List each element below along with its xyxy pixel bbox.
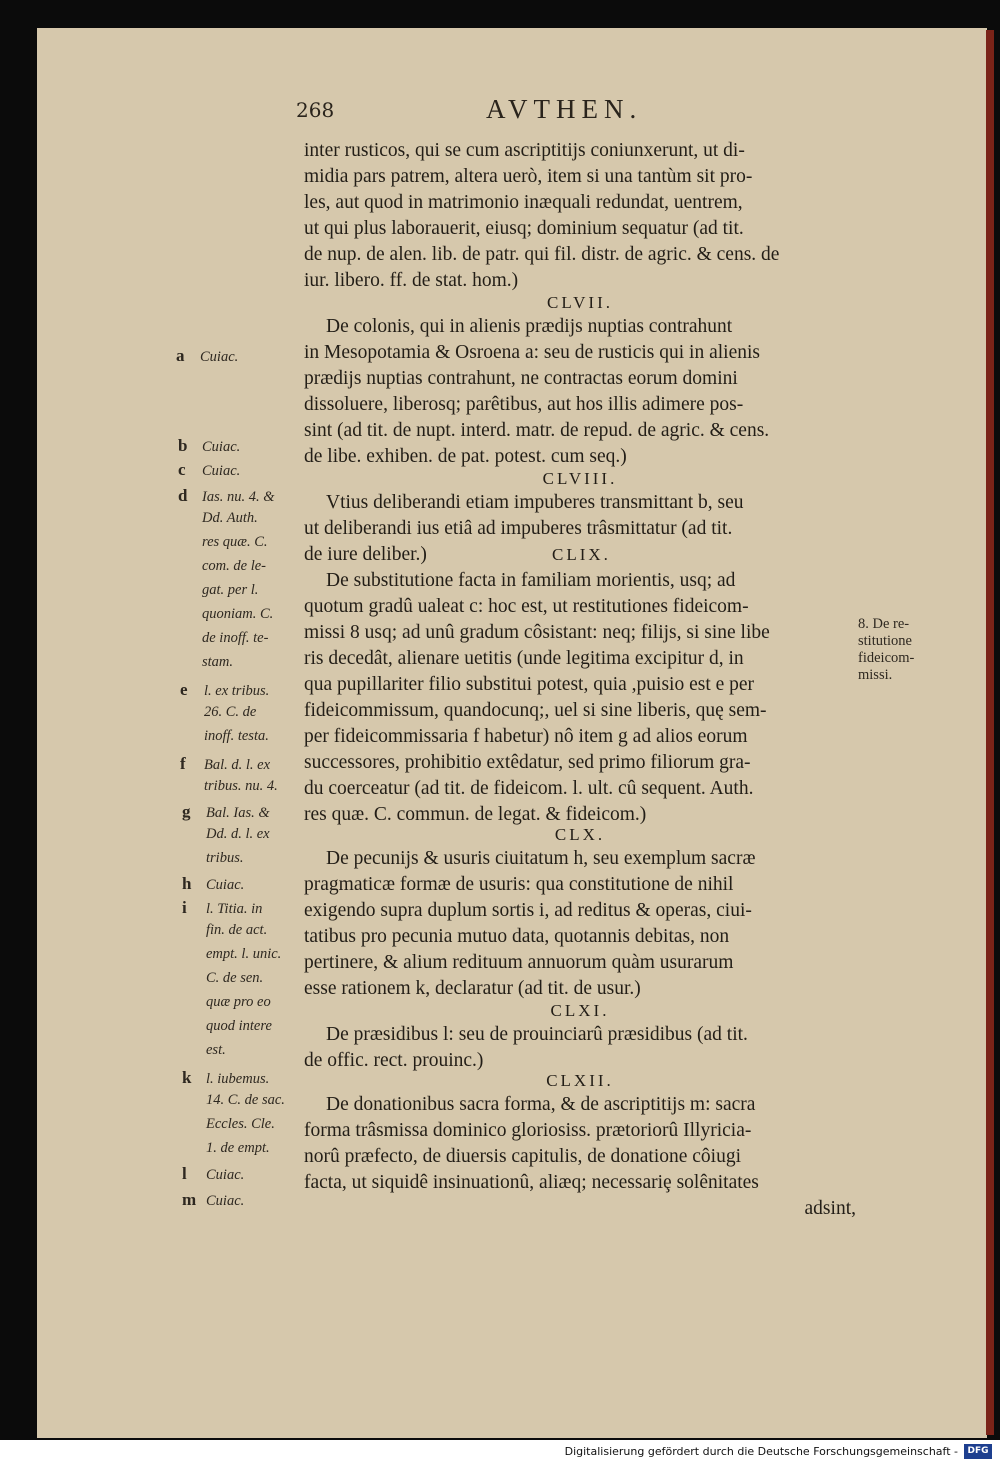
page-header: [296, 94, 856, 132]
text-line: inter rusticos, qui se cum ascriptitijs coniunxerunt, ut di-: [304, 140, 745, 161]
margin-note: [180, 754, 270, 774]
note-text: Eccles. Cle.: [206, 1116, 275, 1132]
text-line: pragmaticæ formæ de usuris: qua constitutione de nihil: [304, 874, 734, 895]
note-text: l. iubemus.: [206, 1071, 270, 1087]
running-title: AVTHEN.: [486, 94, 643, 124]
note-text: 26. C. de: [204, 704, 257, 720]
text-line: ut deliberandi ius etiâ ad impuberes trâsmittatur (ad tit.: [304, 518, 733, 539]
margin-note: [178, 436, 240, 456]
note-mark: i: [182, 898, 187, 917]
note-text: quoniam. C.: [202, 606, 274, 622]
margin-note: [176, 346, 238, 366]
margin-note: [178, 486, 275, 506]
text-line: per fideicommissaria f habetur) nô item g ad alios eorum: [304, 726, 748, 747]
note-text: 1. de empt.: [206, 1140, 270, 1156]
text-line: les, aut quod in matrimonio inæquali redundat, uentrem,: [304, 192, 743, 213]
margin-note: [182, 1068, 269, 1088]
section-heading: CLVIII.: [542, 469, 618, 488]
section-heading: CLVII.: [546, 293, 613, 312]
side-note-line: missi.: [858, 667, 893, 683]
section-heading: CLXII.: [546, 1071, 614, 1090]
text-line: de offic. rect. prouinc.): [304, 1050, 484, 1071]
side-note-line: 8. De re-: [858, 616, 910, 632]
dfg-logo: DFG: [964, 1444, 992, 1459]
note-mark: l: [182, 1164, 187, 1183]
note-text: gat. per l.: [202, 582, 259, 598]
page-number: 268: [296, 98, 335, 122]
text-line: iur. libero. ff. de stat. hom.): [304, 270, 519, 291]
margin-note: [180, 680, 269, 700]
note-text: Cuiac.: [206, 1167, 245, 1183]
text-line: de nup. de alen. lib. de patr. qui fil. distr. de agric. & cens. de: [304, 244, 780, 265]
note-mark: d: [178, 486, 188, 505]
margin-note: [178, 460, 240, 480]
note-text: Ias. nu. 4. &: [202, 489, 275, 505]
note-text: Cuiac.: [200, 349, 239, 365]
note-text: tribus. nu. 4.: [204, 778, 278, 794]
text-line: forma trâsmissa dominico gloriosiss. prætoriorû Illyricia-: [304, 1120, 752, 1141]
margin-note: [182, 802, 270, 822]
text-line: ris decedât, alienare uetitis (unde legitima excipitur d, in: [304, 648, 744, 669]
text-line: in Mesopotamia & Osroena a: seu de rusticis qui in alienis: [304, 342, 760, 363]
text-line: De præsidibus l: seu de prouinciarû præsidibus (ad tit.: [326, 1024, 748, 1045]
text-line: qua pupillariter filio substitui potest, quia ,puisio est e per: [304, 674, 755, 695]
note-text: inoff. testa.: [204, 728, 269, 744]
text-line: exigendo supra duplum sortis i, ad reditus & operas, ciui-: [304, 900, 752, 921]
text-line: ut qui plus laborauerit, eiusq; dominium sequatur (ad tit.: [304, 218, 744, 239]
note-text: quæ pro eo: [206, 994, 271, 1010]
note-mark: b: [178, 436, 188, 455]
text-line: tatibus pro pecunia mutuo data, quotannis debitas, non: [304, 926, 730, 947]
page-edge: [986, 30, 994, 1435]
note-text: Bal. d. l. ex: [204, 757, 271, 773]
note-mark: g: [182, 802, 191, 821]
note-text: Cuiac.: [206, 877, 245, 893]
section-heading: CLX.: [554, 825, 606, 844]
note-text: Bal. Ias. &: [206, 805, 270, 821]
note-text: de inoff. te-: [202, 630, 269, 646]
text-line: De colonis, qui in alienis prædijs nuptias contrahunt: [326, 316, 733, 337]
note-text: est.: [206, 1042, 226, 1058]
margin-note: [182, 1190, 244, 1210]
text-line: sint (ad tit. de nupt. interd. matr. de repud. de agric. & cens.: [304, 420, 770, 441]
note-text: com. de le-: [202, 558, 267, 574]
note-text: Cuiac.: [202, 439, 241, 455]
side-note-line: fideicom-: [858, 650, 915, 666]
text-line: midia pars patrem, altera uerò, item si una tantùm sit pro-: [304, 166, 753, 187]
footer-bar: [0, 1441, 1000, 1465]
section-heading: CLXI.: [550, 1001, 610, 1020]
note-mark: e: [180, 680, 188, 699]
text-line: De donationibus sacra forma, & de ascriptitijs m: sacra: [326, 1094, 756, 1115]
note-mark: c: [178, 460, 186, 479]
text-line: norû præfecto, de diuersis capitulis, de donatione côiugi: [304, 1146, 742, 1167]
text-line: facta, ut siquidê insinuationû, aliæq; necessariȩ solênitates: [304, 1172, 759, 1193]
text-line: du coerceatur (ad tit. de fideicom. l. ult. cû sequent. Auth.: [304, 778, 754, 799]
note-text: Cuiac.: [206, 1193, 245, 1209]
margin-note: [182, 874, 244, 894]
margin-note: [182, 1164, 244, 1184]
text-line: successores, prohibitio extêdatur, sed primo filiorum gra-: [304, 752, 751, 773]
note-text: Dd. Auth.: [202, 510, 258, 526]
note-text: res quæ. C.: [202, 534, 268, 550]
section-heading: CLIX.: [552, 545, 611, 564]
text-line: De substitutione facta in familiam morientis, usq; ad: [326, 570, 736, 591]
text-line: de iure deliber.): [304, 544, 427, 565]
note-mark: f: [180, 754, 186, 773]
note-text: empt. l. unic.: [206, 946, 282, 962]
text-line: adsint,: [804, 1198, 856, 1219]
text-line: Vtius deliberandi etiam impuberes transmittant b, seu: [326, 492, 744, 513]
note-text: stam.: [202, 654, 234, 670]
note-text: tribus.: [206, 850, 244, 866]
note-mark: h: [182, 874, 192, 893]
text-line: res quæ. C. commun. de legat. & fideicom.): [304, 804, 647, 825]
note-mark: k: [182, 1068, 192, 1087]
note-text: fin. de act.: [206, 922, 268, 938]
note-text: l. Titia. in: [206, 901, 263, 917]
note-text: C. de sen.: [206, 970, 264, 986]
text-line: De pecunijs & usuris ciuitatum h, seu exemplum sacræ: [326, 848, 756, 869]
side-note-line: stitutione: [858, 633, 912, 649]
side-note: [858, 616, 914, 684]
text-line: dissoluere, liberosq; parêtibus, aut hos illis adimere pos-: [304, 394, 744, 415]
text-line: prædijs nuptias contrahunt, ne contractas eorum domini: [304, 368, 738, 389]
margin-note: [182, 898, 262, 918]
footer-credit: Digitalisierung gefördert durch die Deutsche Forschungsgemeinschaft -: [564, 1445, 958, 1458]
text-line: fideicommissum, quandocunq;, uel si sine liberis, quę sem-: [304, 700, 767, 721]
text-line: esse rationem k, declaratur (ad tit. de usur.): [304, 978, 641, 999]
text-line: missi 8 usq; ad unû gradum côsistant: neq; filijs, si sine libe: [304, 622, 770, 643]
note-mark: a: [176, 346, 185, 365]
note-text: Dd. d. l. ex: [206, 826, 270, 842]
note-text: Cuiac.: [202, 463, 241, 479]
text-line: quotum gradû ualeat c: hoc est, ut restitutiones fideicom-: [304, 596, 749, 617]
note-text: l. ex tribus.: [204, 683, 270, 699]
text-line: pertinere, & alium redituum annuorum quàm usurarum: [304, 952, 734, 973]
note-text: 14. C. de sac.: [206, 1092, 285, 1108]
text-line: de libe. exhiben. de pat. potest. cum seq.): [304, 446, 627, 467]
note-text: quod intere: [206, 1018, 272, 1034]
note-mark: m: [182, 1190, 197, 1209]
